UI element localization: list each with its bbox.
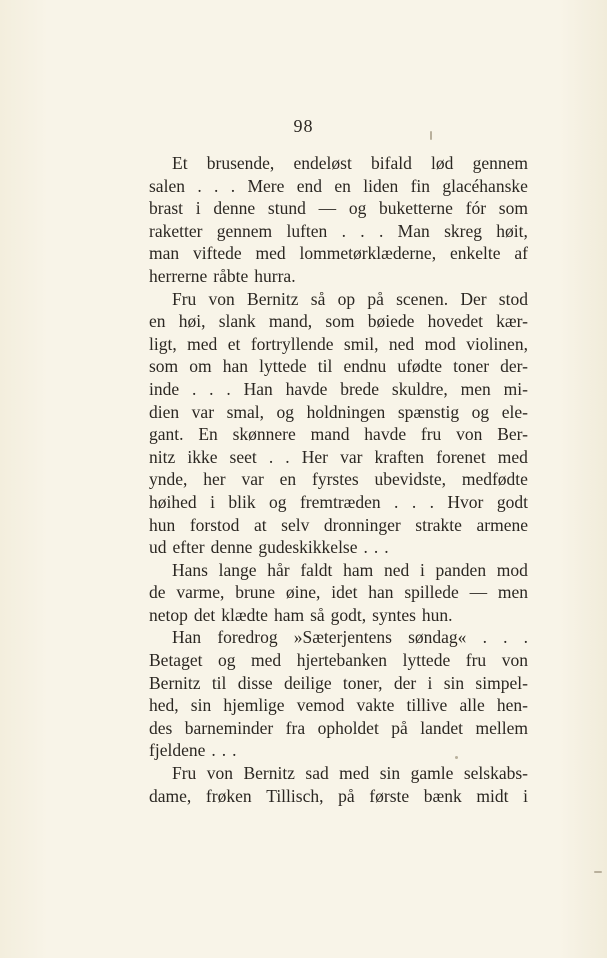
word: . bbox=[394, 491, 399, 512]
word: smal, bbox=[226, 401, 264, 422]
word: gudeskikkelse bbox=[258, 537, 358, 558]
word: panden bbox=[435, 559, 487, 580]
word: spænstig bbox=[397, 401, 460, 422]
word: forstod bbox=[189, 514, 240, 535]
word: slank bbox=[218, 311, 256, 332]
word: spillede bbox=[404, 582, 459, 603]
word: med bbox=[497, 446, 528, 467]
word: lyttede bbox=[402, 650, 451, 671]
word: denne bbox=[210, 537, 253, 558]
word: godt, bbox=[330, 604, 367, 625]
body-text bbox=[149, 152, 528, 807]
word: buketterne bbox=[379, 198, 453, 219]
word: et bbox=[227, 333, 241, 354]
word: . bbox=[503, 627, 508, 648]
word: som bbox=[325, 311, 355, 332]
word: fremtræden bbox=[299, 491, 381, 512]
word: bænk bbox=[423, 785, 462, 806]
word: holdningen bbox=[306, 401, 386, 422]
word: viftede bbox=[193, 243, 242, 264]
word: Ber- bbox=[497, 424, 528, 445]
word: at bbox=[253, 514, 267, 535]
word: og bbox=[471, 401, 490, 422]
word: første bbox=[369, 785, 410, 806]
word: ned bbox=[388, 333, 415, 354]
word: klædte bbox=[221, 604, 268, 625]
word: selskabs- bbox=[463, 763, 528, 784]
word: mod bbox=[424, 333, 456, 354]
word: Han bbox=[243, 378, 273, 399]
word: fortryllende bbox=[250, 333, 334, 354]
word: toner, bbox=[342, 672, 383, 693]
word: lød bbox=[431, 153, 454, 173]
text-line bbox=[149, 717, 528, 740]
word: gamle bbox=[410, 763, 454, 784]
word: luften bbox=[286, 220, 328, 241]
word: med bbox=[339, 763, 370, 784]
word: som bbox=[149, 356, 179, 377]
word: af bbox=[514, 243, 528, 264]
word: og bbox=[348, 198, 367, 219]
word: nitz bbox=[149, 446, 176, 467]
text-line bbox=[149, 242, 528, 265]
word: . bbox=[232, 740, 237, 761]
word: . bbox=[384, 537, 389, 558]
word: kraften bbox=[374, 446, 425, 467]
word: disse bbox=[237, 672, 273, 693]
word: sin bbox=[190, 695, 212, 716]
word: forenet bbox=[436, 446, 486, 467]
word: i bbox=[195, 198, 201, 219]
word: — bbox=[469, 582, 488, 603]
text-line bbox=[149, 785, 528, 808]
word: von bbox=[208, 288, 235, 309]
word: man bbox=[149, 243, 180, 264]
word: Betaget bbox=[149, 650, 203, 671]
word: stund bbox=[267, 198, 306, 219]
word: var bbox=[340, 446, 363, 467]
word: vakte bbox=[356, 695, 395, 716]
word: lange bbox=[218, 559, 257, 580]
word: . bbox=[482, 627, 487, 648]
word: blik bbox=[228, 491, 256, 512]
word: høi, bbox=[178, 311, 206, 332]
word: barneminder bbox=[184, 717, 274, 738]
text-line bbox=[149, 536, 528, 559]
text-line bbox=[149, 446, 528, 469]
word: — bbox=[318, 198, 337, 219]
word: gant. bbox=[149, 424, 184, 445]
word: søndag« bbox=[408, 627, 467, 648]
word: brune bbox=[235, 582, 276, 603]
word: hen- bbox=[496, 695, 528, 716]
text-line bbox=[149, 423, 528, 446]
word: mand bbox=[310, 424, 350, 445]
word: godt bbox=[496, 491, 528, 512]
word: dronninger bbox=[323, 514, 401, 535]
word: en bbox=[334, 175, 351, 196]
word: i bbox=[523, 785, 528, 806]
word: i bbox=[427, 672, 433, 693]
text-line bbox=[149, 401, 528, 424]
word: »Sæterjentens bbox=[293, 627, 392, 648]
word: høihed bbox=[149, 491, 197, 512]
word: . bbox=[360, 220, 365, 241]
word: raketter bbox=[149, 220, 203, 241]
word: En bbox=[198, 424, 218, 445]
word: . bbox=[209, 378, 214, 399]
word: høit, bbox=[496, 220, 528, 241]
word: hovedet bbox=[427, 311, 483, 332]
word: mellem bbox=[475, 717, 528, 738]
word: ynde, bbox=[149, 469, 188, 490]
word: hed, bbox=[149, 695, 179, 716]
word: alle bbox=[459, 695, 485, 716]
word: på bbox=[338, 785, 355, 806]
word: frøken bbox=[205, 785, 252, 806]
word: smil, bbox=[343, 333, 379, 354]
word: . bbox=[197, 175, 202, 196]
word: gennem bbox=[216, 220, 273, 241]
word: så bbox=[310, 288, 326, 309]
word: på bbox=[391, 717, 408, 738]
text-line bbox=[149, 197, 528, 220]
word: ham bbox=[343, 559, 374, 580]
word: brusende, bbox=[206, 153, 275, 173]
word: von bbox=[206, 763, 233, 784]
word: øine, bbox=[285, 582, 321, 603]
text-line bbox=[149, 604, 528, 627]
word: var bbox=[191, 401, 215, 422]
word: ligt, bbox=[149, 333, 177, 354]
word: midt bbox=[476, 785, 509, 806]
word: som bbox=[498, 198, 528, 219]
word: herrerne bbox=[149, 265, 208, 286]
word: Man bbox=[397, 220, 430, 241]
word: deilige bbox=[284, 672, 332, 693]
word: strakte bbox=[415, 514, 462, 535]
text-line bbox=[149, 152, 528, 175]
word: Fru bbox=[172, 288, 197, 309]
word: . bbox=[230, 175, 236, 196]
word: dame, bbox=[149, 785, 192, 806]
word: Bernitz bbox=[247, 288, 299, 309]
word: råbte bbox=[213, 265, 249, 286]
word: ubevidste, bbox=[374, 469, 446, 490]
word: Hans bbox=[172, 559, 208, 580]
word: sad bbox=[305, 763, 329, 784]
word: Der bbox=[460, 288, 487, 309]
word: med bbox=[255, 243, 286, 264]
word: des bbox=[149, 717, 173, 738]
word: kær- bbox=[496, 311, 528, 332]
text-line bbox=[149, 468, 528, 491]
text-line bbox=[149, 333, 528, 356]
word: hun bbox=[149, 514, 176, 535]
word: skønnere bbox=[232, 424, 296, 445]
word: ufødte bbox=[397, 356, 443, 377]
word: tillive bbox=[406, 695, 448, 716]
word: . bbox=[211, 740, 216, 761]
text-line bbox=[149, 581, 528, 604]
word: landet bbox=[420, 717, 464, 738]
word: ele- bbox=[501, 401, 528, 422]
text-line bbox=[149, 288, 528, 311]
word: og bbox=[276, 401, 295, 422]
word: lommetørklæderne, bbox=[299, 243, 437, 264]
word: Mere bbox=[247, 175, 285, 196]
word: . bbox=[191, 378, 197, 399]
word: med bbox=[187, 333, 218, 354]
word: til bbox=[211, 672, 227, 693]
word: brast bbox=[149, 198, 184, 219]
text-line bbox=[149, 355, 528, 378]
text-line bbox=[149, 175, 528, 198]
word: mi- bbox=[503, 378, 528, 399]
text-line bbox=[149, 378, 528, 401]
text-line bbox=[149, 694, 528, 717]
text-line bbox=[149, 626, 528, 649]
word: fra bbox=[285, 717, 306, 738]
text-line bbox=[149, 220, 528, 243]
word: fin bbox=[410, 175, 431, 196]
word: efter bbox=[172, 537, 205, 558]
word: hun. bbox=[421, 604, 453, 625]
word: Et bbox=[172, 153, 188, 173]
word: . bbox=[341, 220, 346, 241]
word: sin bbox=[443, 672, 465, 693]
text-line bbox=[149, 491, 528, 514]
word: med bbox=[251, 650, 282, 671]
text-line bbox=[149, 672, 528, 695]
word: endnu bbox=[343, 356, 387, 377]
paper-speck bbox=[455, 756, 458, 759]
word: bøiede bbox=[367, 311, 415, 332]
word: simpel- bbox=[475, 672, 528, 693]
word: Fru bbox=[172, 763, 197, 784]
word: sin bbox=[379, 763, 401, 784]
word: . bbox=[214, 175, 219, 196]
paper-speck bbox=[594, 871, 602, 873]
word: armene bbox=[476, 514, 528, 535]
word: hurra. bbox=[254, 265, 296, 286]
word: selv bbox=[281, 514, 310, 535]
word: dien bbox=[149, 401, 180, 422]
word: foredrog bbox=[217, 627, 278, 648]
word: de bbox=[149, 582, 166, 603]
word: netop bbox=[149, 604, 188, 625]
word: von bbox=[456, 424, 483, 445]
text-line bbox=[149, 559, 528, 582]
word: . bbox=[378, 220, 384, 241]
word: skreg bbox=[444, 220, 482, 241]
word: havde bbox=[364, 424, 407, 445]
word: Tillisch, bbox=[266, 785, 324, 806]
text-line bbox=[149, 649, 528, 672]
word: . bbox=[429, 491, 434, 512]
word: brede bbox=[340, 378, 380, 399]
word: mand, bbox=[268, 311, 313, 332]
word: Bernitz bbox=[243, 763, 295, 784]
word: i bbox=[210, 491, 215, 512]
word: lyttede bbox=[259, 356, 307, 377]
word: i bbox=[419, 559, 425, 580]
word: idet bbox=[331, 582, 358, 603]
word: så bbox=[310, 604, 325, 625]
word: der bbox=[393, 672, 417, 693]
word: . bbox=[411, 491, 417, 512]
word: scenen. bbox=[396, 288, 449, 309]
word: varme, bbox=[176, 582, 225, 603]
word: fru bbox=[420, 424, 442, 445]
word: opholdet bbox=[317, 717, 379, 738]
word: men bbox=[460, 378, 491, 399]
word: det bbox=[193, 604, 216, 625]
word: . bbox=[268, 446, 274, 467]
word: ned bbox=[383, 559, 410, 580]
word: på bbox=[367, 288, 384, 309]
word: en bbox=[279, 469, 297, 490]
word: von bbox=[501, 650, 528, 671]
word: violinen, bbox=[466, 333, 528, 354]
word: endeløst bbox=[293, 153, 352, 173]
page-number: 98 bbox=[293, 116, 314, 136]
word: Han bbox=[172, 627, 202, 648]
word: op bbox=[337, 288, 356, 309]
word: ikke bbox=[187, 446, 218, 467]
word: og bbox=[217, 650, 236, 671]
text-line bbox=[149, 514, 528, 537]
word: her bbox=[203, 469, 226, 490]
word: ham bbox=[273, 604, 305, 625]
word: hjemlige bbox=[223, 695, 285, 716]
text-line bbox=[149, 739, 528, 762]
text-line bbox=[149, 762, 528, 785]
word: fjeldene bbox=[149, 740, 206, 761]
word: syntes bbox=[372, 604, 416, 625]
word: fór bbox=[465, 198, 487, 219]
word: . bbox=[363, 537, 368, 558]
word: der- bbox=[500, 356, 528, 377]
word: . bbox=[226, 378, 231, 399]
word: . bbox=[285, 446, 290, 467]
word: var bbox=[241, 469, 264, 490]
word: Her bbox=[301, 446, 328, 467]
paper-speck bbox=[430, 131, 432, 140]
word: liden bbox=[363, 175, 399, 196]
word: men bbox=[497, 582, 528, 603]
word: om bbox=[189, 356, 212, 377]
word: seet bbox=[229, 446, 257, 467]
word: han bbox=[222, 356, 248, 377]
text-line bbox=[149, 265, 528, 288]
word: han bbox=[368, 582, 394, 603]
word: Hvor bbox=[447, 491, 484, 512]
word: . bbox=[523, 627, 528, 648]
word: vemod bbox=[296, 695, 345, 716]
word: faldt bbox=[300, 559, 333, 580]
word: mod bbox=[496, 559, 528, 580]
word: end bbox=[296, 175, 323, 196]
word: havde bbox=[285, 378, 328, 399]
word: fru bbox=[465, 650, 487, 671]
text-line bbox=[149, 310, 528, 333]
word: en bbox=[149, 311, 166, 332]
word: til bbox=[317, 356, 333, 377]
word: medfødte bbox=[461, 469, 528, 490]
word: ud bbox=[149, 537, 167, 558]
word: denne bbox=[213, 198, 256, 219]
word: bifald bbox=[371, 153, 412, 173]
word: gennem bbox=[472, 153, 528, 173]
word: salen bbox=[149, 175, 185, 196]
word: stod bbox=[498, 288, 528, 309]
word: hjertebanken bbox=[296, 650, 388, 671]
word: fyrstes bbox=[312, 469, 359, 490]
word: Bernitz bbox=[149, 672, 201, 693]
word: hår bbox=[267, 559, 290, 580]
word: toner bbox=[453, 356, 490, 377]
word: . bbox=[373, 537, 379, 558]
word: enkelte bbox=[449, 243, 501, 264]
word: skuldre, bbox=[391, 378, 448, 399]
word: og bbox=[269, 491, 287, 512]
word: glacéhanske bbox=[442, 175, 528, 196]
word: inde bbox=[149, 378, 180, 399]
word: . bbox=[221, 740, 227, 761]
